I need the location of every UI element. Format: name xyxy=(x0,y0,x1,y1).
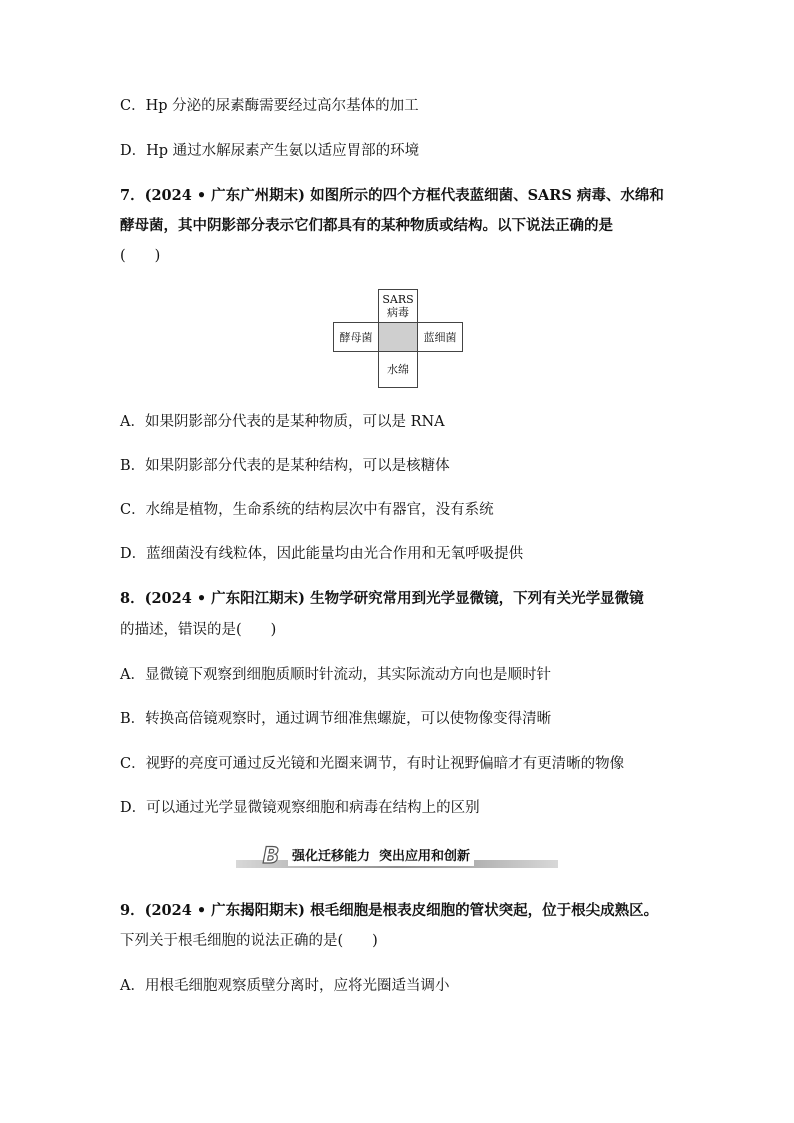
option-d-q7: D．蓝细菌没有线粒体，因此能量均由光合作用和无氧呼吸提供 xyxy=(120,546,524,562)
question-8-line-1: 8．(2024 • 广东阳江期末) 生物学研究常用到光学显微镜，下列有关光学显微镜 xyxy=(120,590,644,607)
diagram-box-spirogyra xyxy=(378,351,418,388)
option-a-q7: A．如果阴影部分代表的是某种物质，可以是 RNA xyxy=(120,414,445,430)
question-9-line-1: 9．(2024 • 广东揭阳期末) 根毛细胞是根表皮细胞的管状突起，位于根尖成熟区。 xyxy=(120,902,659,919)
option-b-q7: B．如果阴影部分代表的是某种结构，可以是核糖体 xyxy=(120,458,450,474)
diagram-label-spirogyra: 水绵 xyxy=(387,363,409,376)
option-d-q8: D．可以通过光学显微镜观察细胞和病毒在结构上的区别 xyxy=(120,800,480,816)
diagram-label-cyanobacteria: 蓝细菌 xyxy=(423,330,457,344)
option-a-q8: A．显微镜下观察到细胞质顺时针流动，其实际流动方向也是顺时针 xyxy=(120,667,551,683)
option-b-q8: B．转换高倍镜观察时，通过调节细准焦螺旋，可以使物像变得清晰 xyxy=(120,711,552,727)
option-c-q6: C．Hp 分泌的尿素酶需要经过高尔基体的加工 xyxy=(120,98,419,114)
banner-title: 强化迁移能力 突出应用和创新 xyxy=(288,848,474,866)
question-9-line-2: 下列关于根毛细胞的说法正确的是( ) xyxy=(120,933,378,949)
banner-letter-icon: B xyxy=(262,844,280,869)
question-8-line-2: 的描述，错误的是( ) xyxy=(120,622,277,638)
option-c-q8: C．视野的亮度可通过反光镜和光圈来调节，有时让视野偏暗才有更清晰的物像 xyxy=(120,756,625,772)
question-7-answer-blank: ( ) xyxy=(120,248,161,264)
option-c-q7: C．水绵是植物，生命系统的结构层次中有器官，没有系统 xyxy=(120,502,494,518)
section-banner-b xyxy=(236,844,558,870)
diagram-label-sars-2: 病毒 xyxy=(387,306,409,319)
diagram-box-yeast xyxy=(333,322,379,352)
diagram-box-cyanobacteria xyxy=(417,322,463,352)
option-d-q6: D．Hp 通过水解尿素产生氨以适应胃部的环境 xyxy=(120,143,420,159)
organism-cross-diagram xyxy=(333,289,463,389)
diagram-label-sars-1: SARS xyxy=(382,293,414,306)
diagram-box-sars xyxy=(378,289,418,323)
question-7-line-2: 酵母菌，其中阴影部分表示它们都具有的某种物质或结构。以下说法正确的是 xyxy=(120,217,613,234)
question-7-line-1: 7．(2024 • 广东广州期末) 如图所示的四个方框代表蓝细菌、SARS 病毒、水绵和 xyxy=(120,187,664,204)
diagram-shaded-area xyxy=(379,323,417,352)
option-a-q9: A．用根毛细胞观察质壁分离时，应将光圈适当调小 xyxy=(120,978,450,994)
diagram-label-yeast: 酵母菌 xyxy=(339,330,373,344)
